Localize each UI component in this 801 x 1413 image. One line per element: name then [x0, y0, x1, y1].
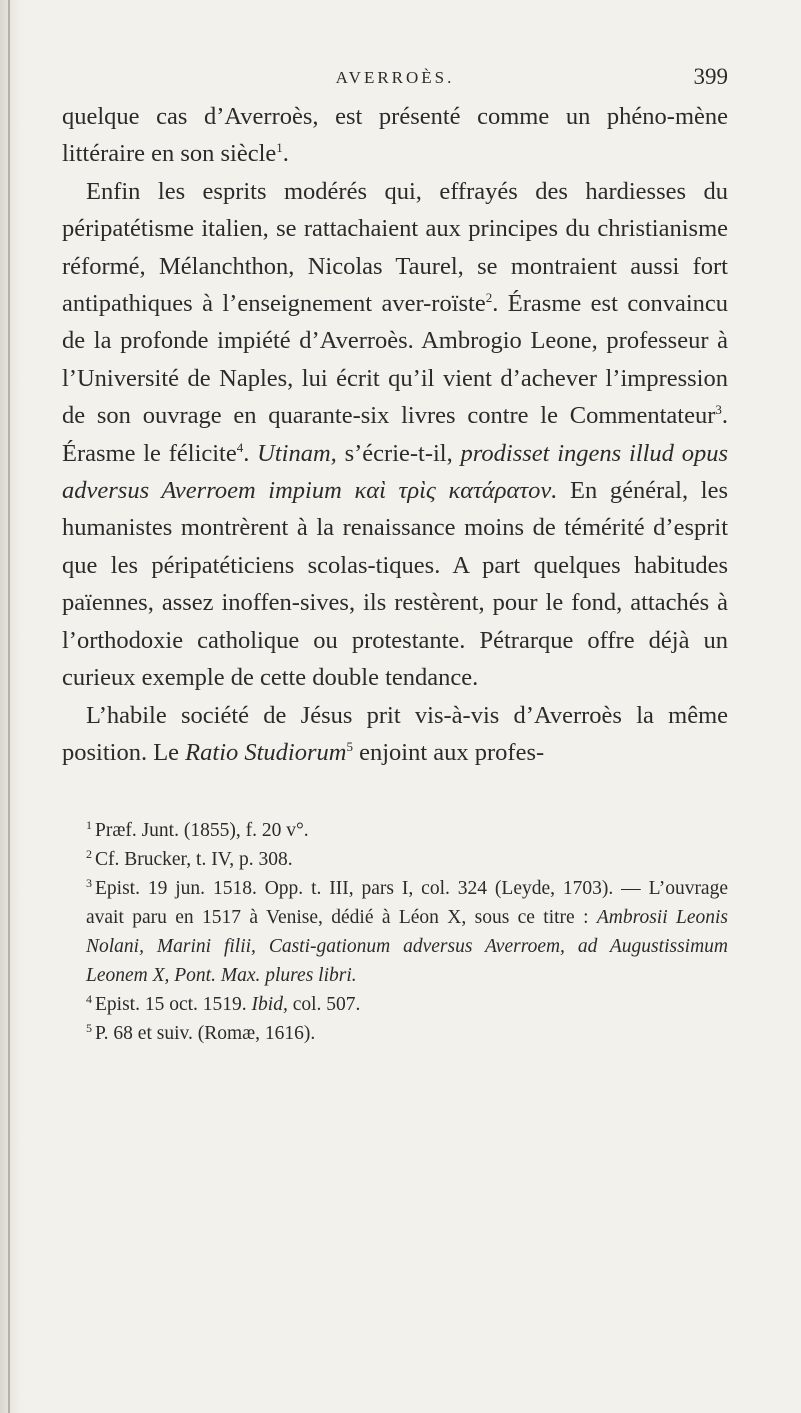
italic-text: Ratio Studiorum — [185, 738, 347, 766]
footnote-ref: 1 — [276, 140, 283, 156]
text-run: enjoint aux profes- — [352, 738, 545, 766]
text-run: . — [282, 140, 289, 168]
text-run: . Érasme est convaincu de la profonde impiété d’Averroès. Ambrogio Leone, professeur à l’Université de Naples, lui écrit qu’il vient d’achever l’impression de son ouvrage en quarante-six livres contre le Commentateur — [62, 290, 729, 430]
text-run: quelque cas d’Averroès, est présenté comme un phéno-mène littéraire en son siècle — [62, 103, 728, 168]
footnote-number: 5 — [86, 1020, 92, 1035]
italic-text: Ibid, — [251, 994, 288, 1016]
footnote-ref: 5 — [346, 738, 353, 754]
footnotes — [62, 816, 728, 1048]
text-run: Enfin les esprits modérés qui, effrayés des hardiesses du péripatétisme italien, se rattachaient aux principes du christianisme réformé, Mélanchthon, Nicolas Taurel, se montraient aussi fort antipathiques à l’enseignement aver-roïste — [62, 177, 728, 318]
text-run: Præf. Junt. (1855), f. 20 v°. — [95, 820, 309, 842]
footnote — [62, 874, 728, 990]
footnote — [62, 1019, 728, 1048]
footnote-number: 4 — [86, 991, 92, 1006]
running-head-title: AVERROÈS. — [335, 68, 455, 87]
body-text — [62, 98, 728, 771]
text-run: L’habile société de Jésus prit vis-à-vis d’Averroès la même position. Le — [62, 701, 728, 766]
page-gutter-shadow — [0, 0, 22, 1413]
footnote-number: 3 — [86, 875, 92, 890]
footnote-ref: 4 — [236, 439, 244, 455]
page-number: 399 — [693, 64, 728, 89]
text-run: . Érasme le félicite — [62, 402, 728, 467]
running-head — [62, 64, 728, 98]
paragraph — [62, 173, 728, 697]
text-run: Cf. Brucker, t. IV, p. 308. — [95, 849, 293, 871]
text-run: Epist. 15 oct. 1519. — [95, 994, 252, 1016]
book-page — [62, 64, 729, 1048]
text-run: En général, les humanistes montrèrent à la renaissance moins de témérité d’esprit que les péripatéticiens scolas-tiques. A part quelques habitudes païennes, assez inoffen-sives, ils restèrent, pour le fond, attachés à l’orthodoxie catholique ou protestante. Pétrarque offre déjà un curieux exemple de cette double tendance. — [62, 477, 728, 692]
footnote — [62, 845, 728, 874]
footnote-ref: 3 — [715, 402, 722, 418]
footnote — [62, 990, 728, 1019]
text-run: P. 68 et suiv. (Romæ, 1616). — [95, 1023, 316, 1045]
italic-text: Utinam, — [257, 439, 337, 467]
italic-text: prodisset ingens illud opus adversus Averroem impium καὶ τρὶς κατάρατον. — [62, 439, 729, 505]
binding-edge — [8, 0, 10, 1413]
text-run: Epist. 19 jun. 1518. Opp. t. III, pars I, col. 324 (Leyde, 1703). — L’ouvrage avait paru en 1517 à Venise, dédié à Léon X, sous ce titre : — [86, 878, 728, 929]
footnote — [62, 816, 728, 845]
footnote-number: 2 — [86, 846, 92, 861]
text-run: s’écrie-t-il, — [336, 439, 461, 467]
italic-text: Ambrosii Leonis Nolani, Marini filii, Casti-gationum adversus Averroem, ad Augustissimum Leonem X, Pont. Max. plures libri. — [86, 907, 729, 987]
text-run: . — [243, 439, 258, 467]
footnote-number: 1 — [86, 817, 92, 832]
paragraph — [62, 697, 728, 772]
text-run: col. 507. — [287, 994, 361, 1016]
paragraph — [62, 98, 728, 173]
footnote-ref: 2 — [485, 289, 493, 305]
